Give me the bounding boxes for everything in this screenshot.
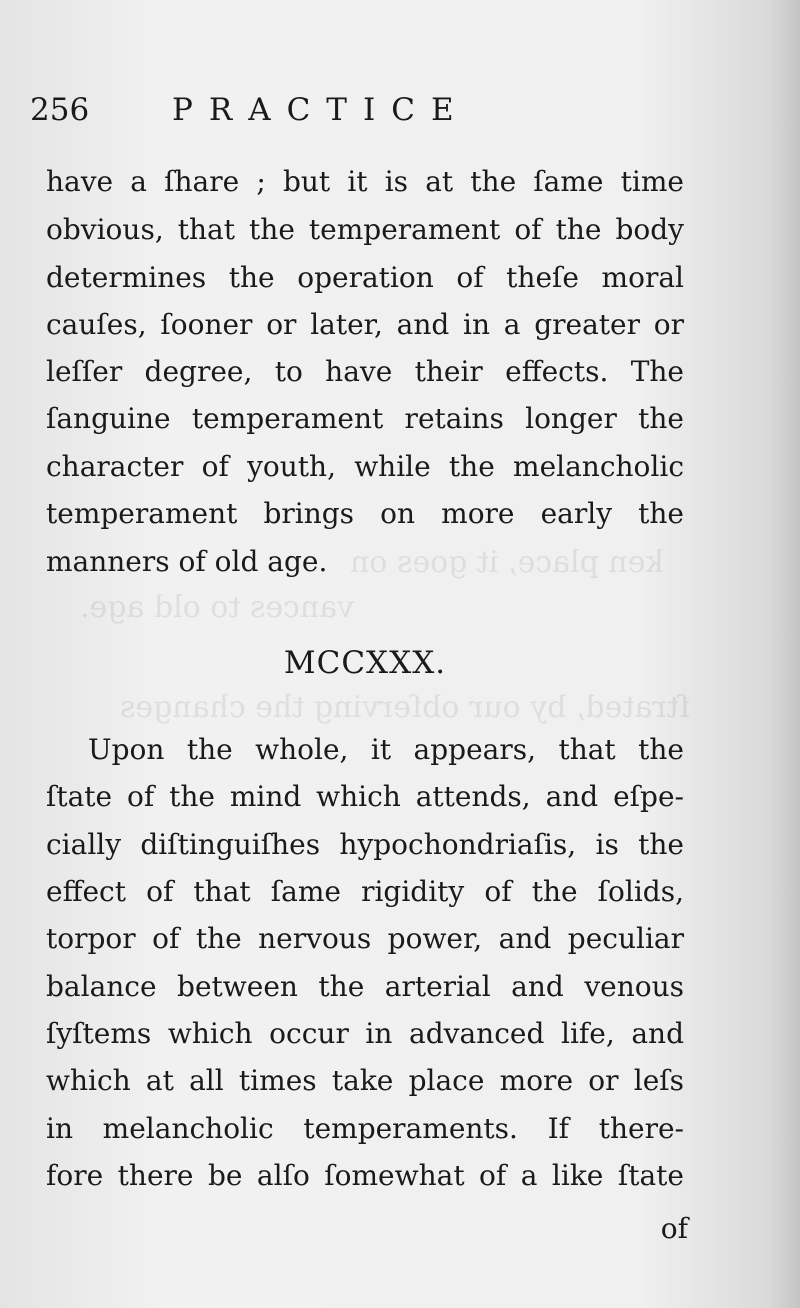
section-title: MCCXXX.	[283, 645, 447, 681]
text-line: Upon the whole, it appears, that the	[88, 733, 684, 766]
text-line: ſtate of the mind which attends, and eſpe-	[46, 780, 684, 813]
page-header	[30, 92, 710, 138]
text-line: obvious, that the temperament of the body	[46, 213, 684, 246]
text-line: which at all times take place more or leſs	[46, 1064, 684, 1097]
text-line: balance between the arterial and venous	[46, 970, 684, 1003]
show-through-line: ken place, it goes on	[350, 545, 664, 580]
text-line: have a ſhare ; but it is at the ſame time	[46, 165, 684, 198]
show-through-line: ſtrated, by our obſerving the changes	[120, 690, 690, 725]
text-line: temperament brings on more early the	[46, 497, 684, 530]
catchword: of	[660, 1212, 688, 1245]
text-line: leſſer degree, to have their effects. The	[46, 355, 684, 388]
text-line: character of youth, while the melancholic	[46, 450, 684, 483]
text-line: ſyſtems which occur in advanced life, and	[46, 1017, 684, 1050]
running-head: PRACTICE	[172, 92, 470, 128]
text-line: cauſes, ſooner or later, and in a greater or	[46, 308, 684, 341]
text-line: torpor of the nervous power, and peculiar	[46, 922, 684, 955]
text-line: manners of old age.	[46, 545, 328, 578]
text-line: cially diſtinguiſhes hypochondriaſis, is the	[46, 828, 684, 861]
text-line: determines the operation of theſe moral	[46, 261, 684, 294]
show-through-line: vances to old age.	[80, 590, 355, 625]
text-line: ſanguine temperament retains longer the	[46, 402, 684, 435]
text-line: in melancholic temperaments. If there-	[46, 1112, 684, 1145]
page-number: 256	[30, 92, 90, 128]
text-line: effect of that ſame rigidity of the ſolids,	[46, 875, 684, 908]
text-line: fore there be alſo ſomewhat of a like ſtate	[46, 1159, 684, 1192]
